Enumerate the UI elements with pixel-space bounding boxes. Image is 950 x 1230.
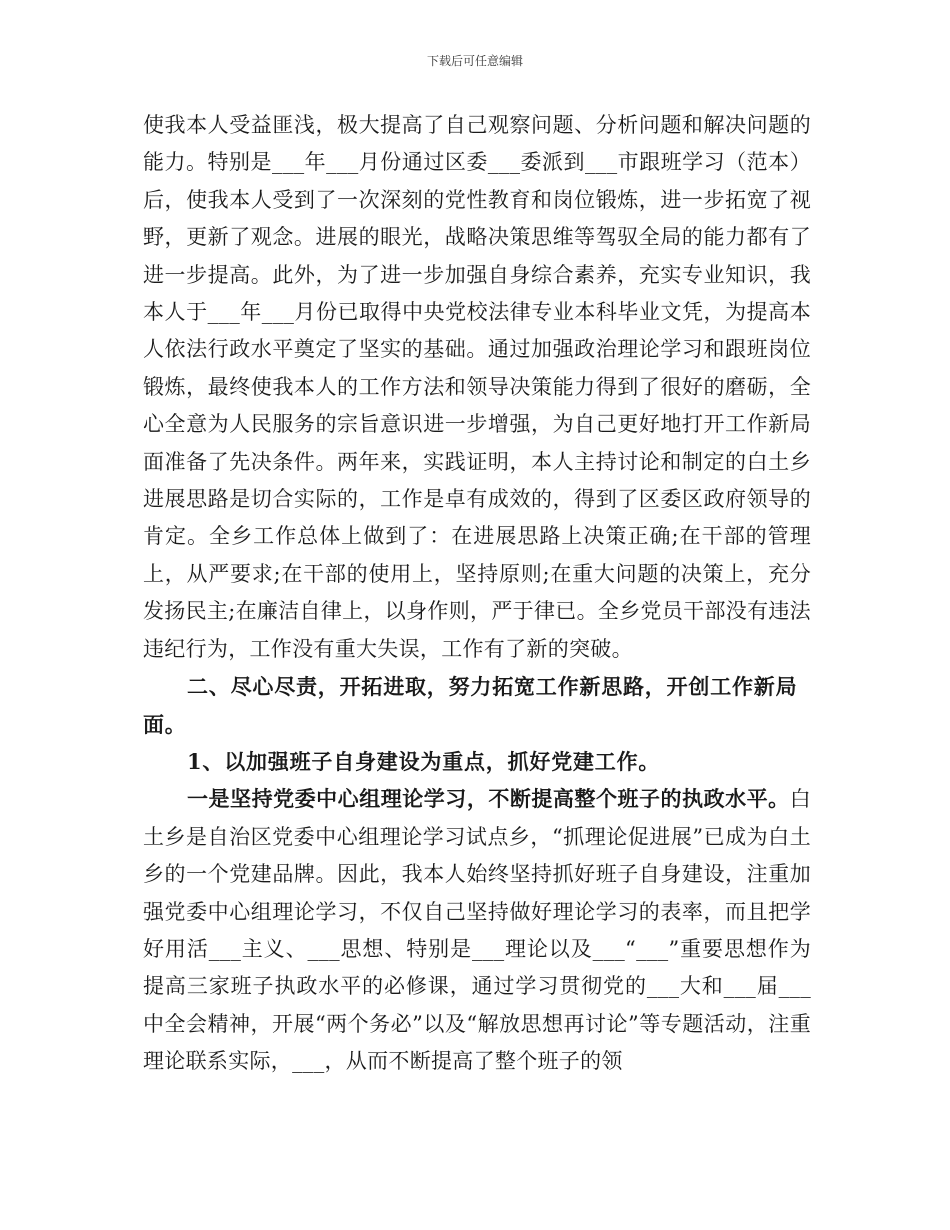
paragraph-body-text: 白土乡是自治区党委中心组理论学习试点乡，“抓理论促进展”已成为白土乡的一个党建品牌。因此，我本人始终坚持抓好班子自身建设，注重加强党委中心组理论学习，不仅自己坚持做好理论学习的表率，而且把学好用活___主义、___思想、特别是___理论以及___“___”重要思想作为提高三家班子执政水平的必修课，通过学习贯彻党的___大和___届___中全会精神，开展“两个务必”以及“解放思想再讨论”等专题活动，注重理论联系实际，___，从而不断提高了整个班子的领 — [143, 787, 811, 1074]
document-body — [143, 107, 811, 1081]
paragraph-self-study: 使我本人受益匪浅，极大提高了自己观察问题、分析问题和解决问题的能力。特别是___年___月份通过区委___委派到___市跟班学习（范本）后，使我本人受到了一次深刻的党性教育和岗位锻炼，进一步拓宽了视野，更新了观念。进展的眼光，战略决策思维等驾驭全局的能力都有了进一步提高。此外，为了进一步加强自身综合素养，充实专业知识，我本人于___年___月份已取得中央党校法律专业本科毕业文凭，为提高本人依法行政水平奠定了坚实的基础。通过加强政治理论学习和跟班岗位锻炼，最终使我本人的工作方法和领导决策能力得到了很好的磨砺，全心全意为人民服务的宗旨意识进一步增强，为自己更好地打开工作新局面准备了先决条件。两年来，实践证明，本人主持讨论和制定的白土乡进展思路是切合实际的，工作是卓有成效的，得到了区委区政府领导的肯定。全乡工作总体上做到了：在进展思路上决策正确;在干部的管理上，从严要求;在干部的使用上，坚持原则;在重大问题的决策上，充分发扬民主;在廉洁自律上，以身作则，严于律已。全乡党员干部没有违法违纪行为，工作没有重大失误，工作有了新的突破。 — [143, 113, 811, 661]
paragraph-lead-bold: 一是坚持党委中心组理论学习，不断提高整个班子的执政水平。 — [187, 786, 790, 812]
subsection-heading-one: 1、以加强班子自身建设为重点，抓好党建工作。 — [187, 748, 661, 774]
section-heading-two: 二、尽心尽责，开拓进取，努力拓宽工作新思路，开创工作新局面。 — [143, 674, 798, 737]
paragraph-theory-study — [143, 780, 811, 1080]
page-header-note: 下载后可任意编辑 — [426, 54, 523, 68]
